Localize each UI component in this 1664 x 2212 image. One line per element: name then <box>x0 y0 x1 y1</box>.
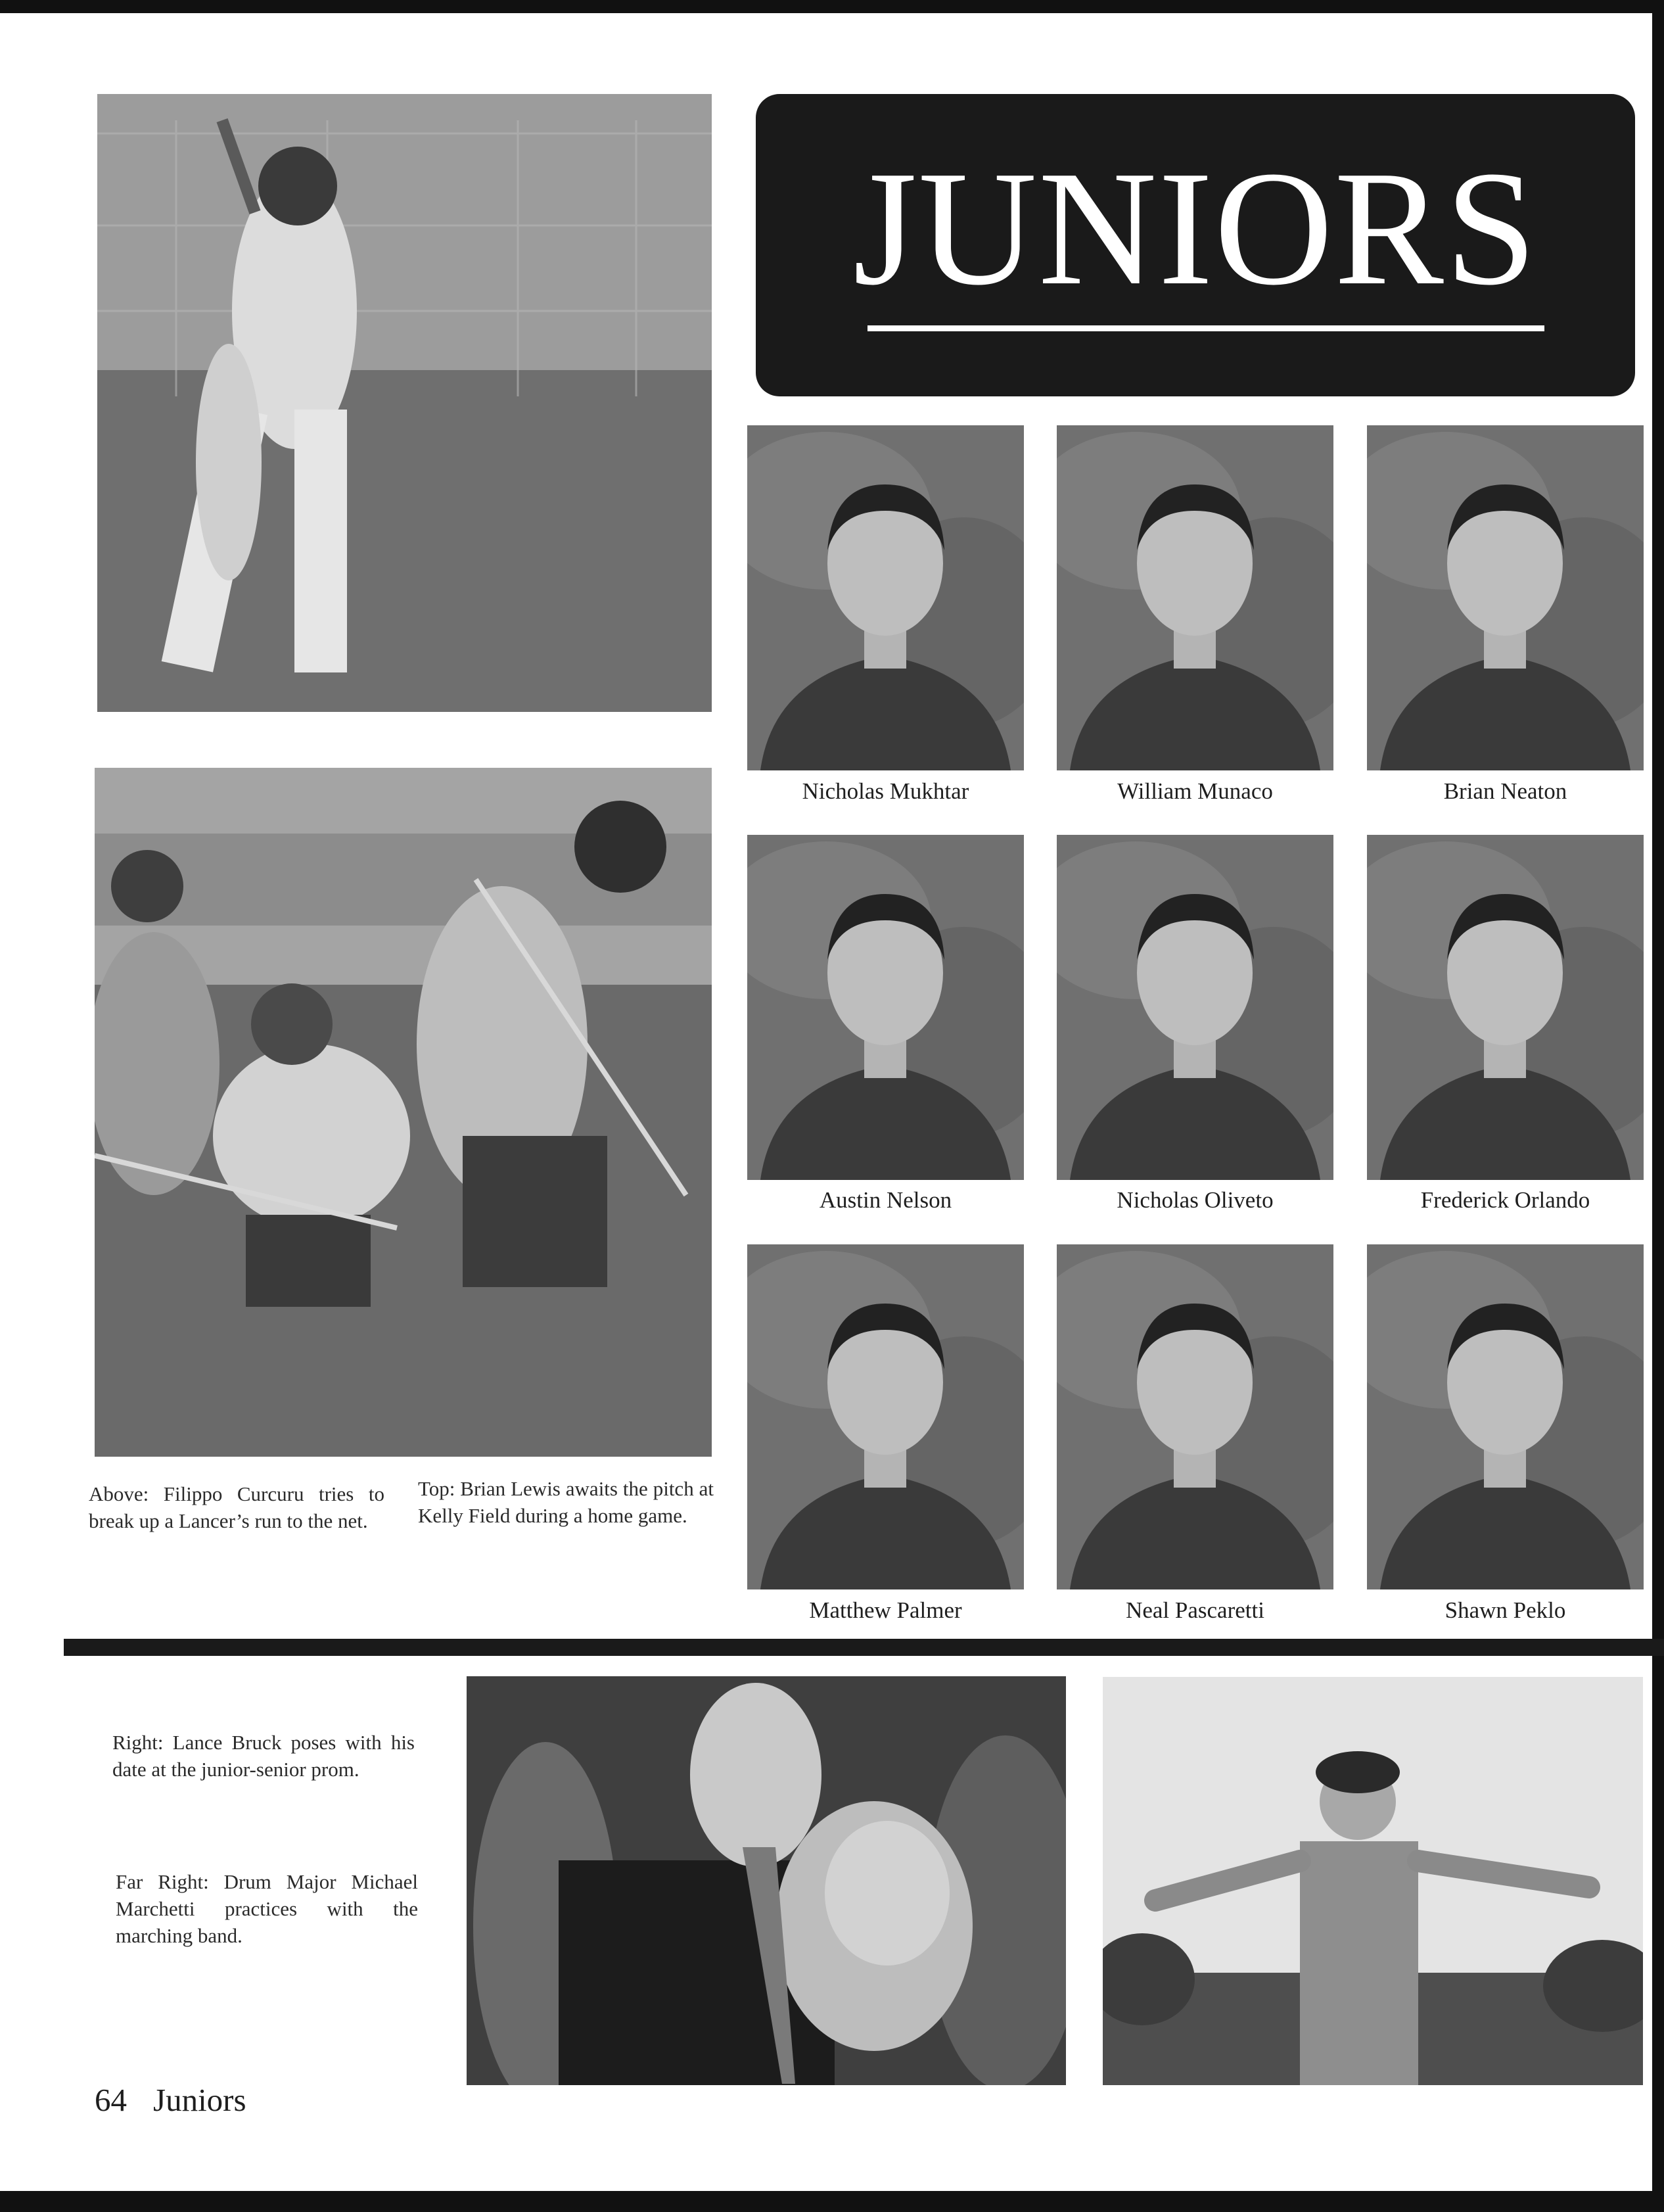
portrait-name: Nicholas Oliveto <box>1117 1187 1274 1213</box>
section-title-banner <box>756 94 1635 396</box>
section-divider <box>64 1639 1664 1656</box>
portrait-photo <box>1057 425 1333 770</box>
folio-section: Juniors <box>153 2082 246 2118</box>
portrait-photo <box>747 1244 1024 1589</box>
title-underline <box>867 325 1544 331</box>
portrait-name: Shawn Peklo <box>1444 1597 1566 1623</box>
portrait-name: Brian Neaton <box>1443 778 1567 804</box>
portrait-photo <box>1367 1244 1644 1589</box>
portrait-name: Frederick Orlando <box>1420 1187 1590 1213</box>
portrait-photo <box>1057 835 1333 1180</box>
page-border-bottom <box>0 2191 1664 2212</box>
prom-photo <box>467 1676 1066 2085</box>
baseball-photo <box>97 94 712 712</box>
page-border-top <box>0 0 1664 13</box>
portrait-photo <box>747 835 1024 1180</box>
portrait-photo <box>747 425 1024 770</box>
portrait-name: Nicholas Mukhtar <box>802 778 969 804</box>
drum-major-photo <box>1103 1677 1643 2085</box>
portrait-photo <box>1367 425 1644 770</box>
portrait-photo <box>1367 835 1644 1180</box>
lacrosse-photo <box>95 768 712 1457</box>
page-folio <box>95 2084 246 2116</box>
caption-right: Right: Lance Bruck poses with his date at the junior-senior prom. <box>112 1731 415 1781</box>
portrait-name: William Munaco <box>1117 778 1273 804</box>
portrait-name: Austin Nelson <box>819 1187 952 1213</box>
caption-far-right: Far Right: Drum Major Michael Marchetti practices with the marching band. <box>116 1870 418 1947</box>
portrait-name: Matthew Palmer <box>809 1597 962 1623</box>
portrait-photo <box>1057 1244 1333 1589</box>
caption-top: Top: Brian Lewis awaits the pitch at Kelly Field during a home game. <box>418 1477 714 1527</box>
page-number: 64 <box>95 2082 127 2118</box>
portrait-name: Neal Pascaretti <box>1126 1597 1264 1623</box>
caption-above: Above: Filippo Curcuru tries to break up a Lancer’s run to the net. <box>89 1482 384 1532</box>
page-border-right <box>1652 0 1664 2212</box>
section-title: JUNIORS <box>853 137 1538 319</box>
